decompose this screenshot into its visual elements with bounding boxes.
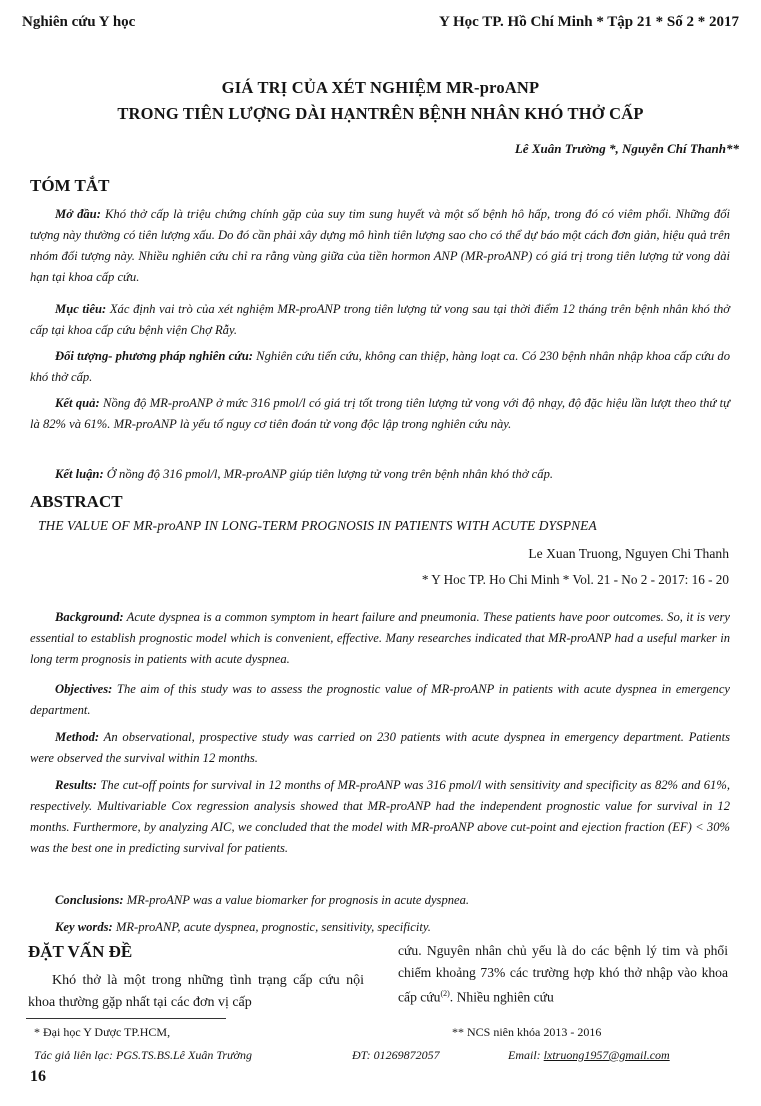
running-header-left: Nghiên cứu Y học <box>22 14 136 30</box>
abstract-keywords-label: Key words: <box>55 920 113 934</box>
intro-left-column: Khó thở là một trong những tình trạng cấp cứu nội khoa thường gặp nhất tại các đơn vị cấp <box>28 973 364 1010</box>
paper-title-line-2: TRONG TIÊN LƯỢNG DÀI HẠNTRÊN BỆNH NHÂN KHÓ THỞ CẤP <box>117 104 644 123</box>
running-header-right: Y Học TP. Hồ Chí Minh * Tập 21 * Số 2 * 2017 <box>438 14 739 30</box>
tomtat-ketluan <box>30 464 730 485</box>
footnote-email <box>508 1048 670 1063</box>
abstract-citation: * Y Hoc TP. Ho Chi Minh * Vol. 21 - No 2 - 2017: 16 - 20 <box>421 572 729 587</box>
author-list: Lê Xuân Trường *, Nguyễn Chí Thanh** <box>514 141 739 156</box>
abstract-background-label: Background: <box>55 610 124 624</box>
intro-right-column <box>398 940 728 1008</box>
footnote-affiliation-1: * Đại học Y Dược TP.HCM, <box>34 1025 171 1039</box>
intro-right-text: cứu. Nguyên nhân chủ yếu là do các bệnh lý tim và phổi chiếm khoảng 73% các trường hợp khó thở nhập vào khoa cấp cứu <box>398 943 728 1005</box>
tomtat-muctieu-text: Xác định vai trò của xét nghiệm MR-proANP trong tiên lượng tử vong sau tại thời điểm 12 tháng trên bệnh nhân khó thở cấp tại khoa cấp cứu bệnh viện Chợ Rẫy. <box>30 302 730 337</box>
footnote-affiliation-2: ** NCS niên khóa 2013 - 2016 <box>452 1025 602 1039</box>
abstract-results <box>30 775 730 859</box>
abstract-keywords <box>30 917 730 938</box>
footnote-contact: Tác giả liên lạc: PGS.TS.BS.Lê Xuân Trường <box>34 1048 252 1062</box>
abstract-method-text: An observational, prospective study was carried on 230 patients with acute dyspnea in emergency department. Patients were observed the survival within 12 months. <box>30 730 730 765</box>
abstract-method-label: Method: <box>55 730 100 744</box>
tomtat-ketluan-label: Kết luận: <box>55 467 104 481</box>
intro-right-text-cont: . Nhiều nghiên cứu <box>449 989 554 1005</box>
section-heading-tomtat: TÓM TẮT <box>30 176 110 195</box>
abstract-objectives-label: Objectives: <box>55 682 113 696</box>
tomtat-ketqua-label: Kết quả: <box>55 396 100 410</box>
section-heading-abstract: ABSTRACT <box>30 492 123 511</box>
abstract-authors: Le Xuan Truong, Nguyen Chi Thanh <box>528 546 729 561</box>
tomtat-muctieu <box>30 299 730 341</box>
abstract-method <box>30 727 730 769</box>
tomtat-muctieu-label: Mục tiêu: <box>55 302 107 316</box>
abstract-conclusions-label: Conclusions: <box>55 893 124 907</box>
tomtat-doituong <box>30 346 730 388</box>
tomtat-ketluan-text: Ở nồng độ 316 pmol/l, MR-proANP giúp tiên lượng tử vong trên bệnh nhân khó thở cấp. <box>103 467 554 481</box>
abstract-conclusions <box>30 890 730 911</box>
abstract-background <box>30 607 730 670</box>
tomtat-modau <box>30 204 730 288</box>
paper-title-line-1: GIÁ TRỊ CỦA XÉT NGHIỆM MR-proANP <box>221 78 540 97</box>
tomtat-modau-label: Mở đầu: <box>55 207 101 221</box>
abstract-background-text: Acute dyspnea is a common symptom in heart failure and pneumonia. These patients have poor outcomes. So, it is very essential to establish prognostic model which is convenient, effective. Many researches indicated that MR-proANP had a useful marker in long term prognosis in patients with acute dyspnea. <box>30 610 730 666</box>
abstract-keywords-text: MR-proANP, acute dyspnea, prognostic, sensitivity, specificity. <box>112 920 431 934</box>
tomtat-doituong-text: Nghiên cứu tiến cứu, không can thiệp, hàng loạt ca. Có 230 bệnh nhân nhập khoa cấp cứu do khó thở cấp. <box>30 349 730 384</box>
abstract-results-label: Results: <box>55 778 97 792</box>
abstract-objectives-text: The aim of this study was to assess the prognostic value of MR-proANP in patients with acute dyspnea in emergency department. <box>30 682 730 717</box>
abstract-title: THE VALUE OF MR-proANP IN LONG-TERM PROGNOSIS IN PATIENTS WITH ACUTE DYSPNEA <box>38 518 597 533</box>
footnote-email-label: Email: <box>508 1048 541 1062</box>
abstract-results-text: The cut-off points for survival in 12 months of MR-proANP was 316 pmol/l with sensitivity and specificity as 82% and 61%, respectively. Multivariable Cox regression analysis showed that MR-proANP had the independent prognostic value for survival in 12 months. Furthermore, by analyzing AIC, we concluded that the model with MR-proANP above cut-point and ejection fraction (EF) < 30% was the best one in predicting survival for patients. <box>30 778 730 855</box>
tomtat-doituong-label: Đối tượng- phương pháp nghiên cứu: <box>55 349 253 363</box>
tomtat-ketqua-text: Nồng độ MR-proANP ở mức 316 pmol/l có giá trị tốt trong tiên lượng tử vong với độ nhạy, độ đặc hiệu lần lượt theo thứ tự là 82% và 61%. MR-proANP là yếu tố nguy cơ tiên đoán tử vong độc lập trong nghiên cứu này. <box>30 396 730 431</box>
section-heading-datvande: ĐẶT VẤN ĐỀ <box>28 942 133 961</box>
tomtat-ketqua <box>30 393 730 435</box>
footnote-phone: ĐT: 01269872057 <box>352 1048 440 1062</box>
intro-right-ref: (2) <box>440 989 450 998</box>
tomtat-modau-text: Khó thở cấp là triệu chứng chính gặp của suy tim sung huyết và một số bệnh hô hấp, trong đó có viêm phổi. Những đối tượng này thường có tiên lượng xấu. Do đó cần phải xây dựng mô hình tiên lượng sao cho có thể dự báo một cách đơn giản, hiệu quả trên nhóm đối tượng này. Nhiều nghiên cứu chỉ ra rằng vùng giữa của tiền hormon ANP (MR-proANP) có giá trị trong tiên lượng tử vong dài hạn tại khoa cấp cứu. <box>30 207 730 284</box>
page-number: 16 <box>30 1068 46 1085</box>
abstract-objectives <box>30 679 730 721</box>
footnote-email-link[interactable]: lxtruong1957@gmail.com <box>543 1048 670 1062</box>
abstract-conclusions-text: MR-proANP was a value biomarker for prognosis in acute dyspnea. <box>123 893 470 907</box>
footnote-divider <box>26 1018 226 1019</box>
